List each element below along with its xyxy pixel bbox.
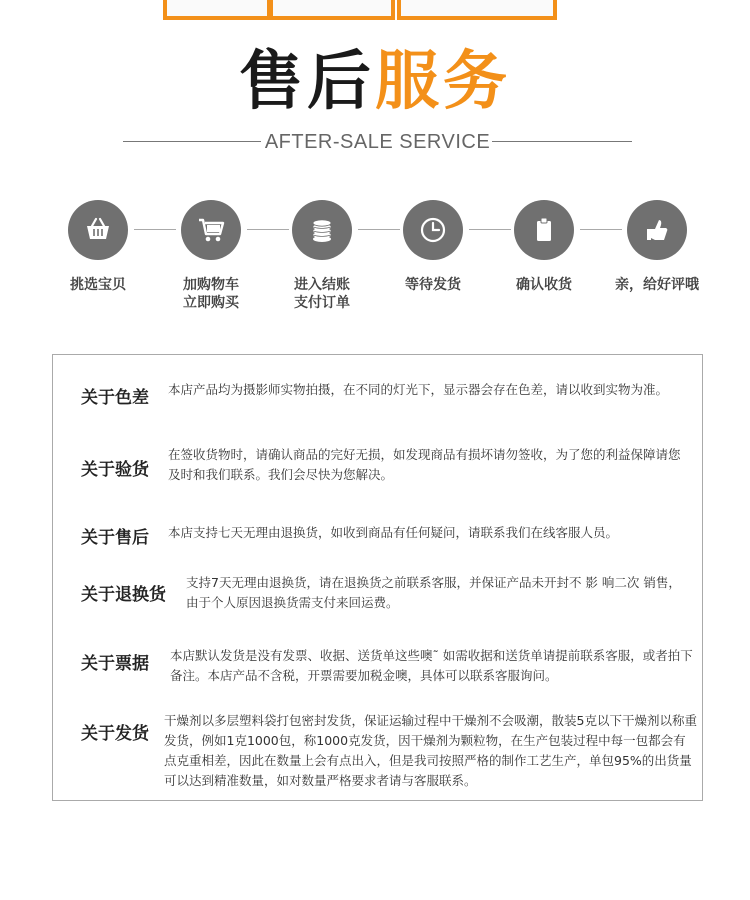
product-frame xyxy=(269,0,395,20)
policy-label: 关于退换货 xyxy=(81,585,166,605)
product-frame xyxy=(397,0,557,20)
step-label: 确认收货 xyxy=(516,277,572,293)
step-confirm-receipt xyxy=(484,200,604,294)
title-dark-part: 售后 xyxy=(239,45,375,119)
product-frame xyxy=(163,0,271,20)
thumbs-up-icon xyxy=(627,200,687,260)
policy-label: 关于发货 xyxy=(81,724,149,744)
policy-label: 关于验货 xyxy=(81,460,149,480)
step-give-review xyxy=(597,200,717,294)
subtitle-row xyxy=(123,129,632,155)
clipboard-icon xyxy=(514,200,574,260)
page-title xyxy=(0,40,750,124)
step-label: 挑选宝贝 xyxy=(70,277,126,293)
page-subtitle: AFTER-SALE SERVICE xyxy=(264,131,491,153)
step-add-cart xyxy=(151,200,271,312)
policy-text: 干燥剂以多层塑料袋打包密封发货，保证运输过程中干燥剂不会吸潮，散装5克以下干燥剂以称重发货，例如1克1000包，称1000克发货，因干燥剂为颗粒物，在生产包装过程中每一包都会有点克重相差，因此在数量上会有点出入，但是我司按照严格的制作工艺生产，单包95%的出货量可以达到精准数量，如对数量严格要求者请与客服联系。 xyxy=(164,713,697,788)
policy-text: 在签收货物时，请确认商品的完好无损，如发现商品有损坏请勿签收，为了您的利益保障请您及时和我们联系。我们会尽快为您解决。 xyxy=(168,447,681,482)
step-label: 亲，给好评哦 xyxy=(615,277,699,293)
step-label: 加购物车 立即购买 xyxy=(183,277,239,311)
step-label: 进入结账 支付订单 xyxy=(294,277,350,311)
policy-text: 支持7天无理由退换货，请在退换货之前联系客服，并保证产品未开封不 影 响二次 销售， 由于个人原因退换货需支付来回运费。 xyxy=(186,575,681,610)
after-sale-policy-box xyxy=(52,354,703,801)
process-steps xyxy=(0,200,750,320)
step-choose xyxy=(38,200,158,294)
policy-text: 本店产品均为摄影师实物拍摄，在不同的灯光下，显示器会存在色差，请以收到实物为准。 xyxy=(168,382,669,397)
policy-text: 本店支持七天无理由退换货，如收到商品有任何疑问，请联系我们在线客服人员。 xyxy=(168,525,619,540)
divider-line xyxy=(492,141,632,142)
policy-label: 关于色差 xyxy=(81,388,149,408)
top-product-frames xyxy=(163,0,557,20)
policy-label: 关于票据 xyxy=(81,654,149,674)
title-orange-part: 服务 xyxy=(375,45,511,119)
policy-label: 关于售后 xyxy=(81,528,149,548)
step-label: 等待发货 xyxy=(405,277,461,293)
policy-text: 本店默认发货是没有发票、收据、送货单这些噢˜ 如需收据和送货单请提前联系客服，或者拍下备注。本店产品不含税，开票需要加税金噢，具体可以联系客服询问。 xyxy=(170,648,693,683)
step-checkout xyxy=(262,200,382,312)
cart-icon xyxy=(181,200,241,260)
basket-icon xyxy=(68,200,128,260)
step-wait-shipping xyxy=(373,200,493,294)
clock-icon xyxy=(403,200,463,260)
coins-icon xyxy=(292,200,352,260)
